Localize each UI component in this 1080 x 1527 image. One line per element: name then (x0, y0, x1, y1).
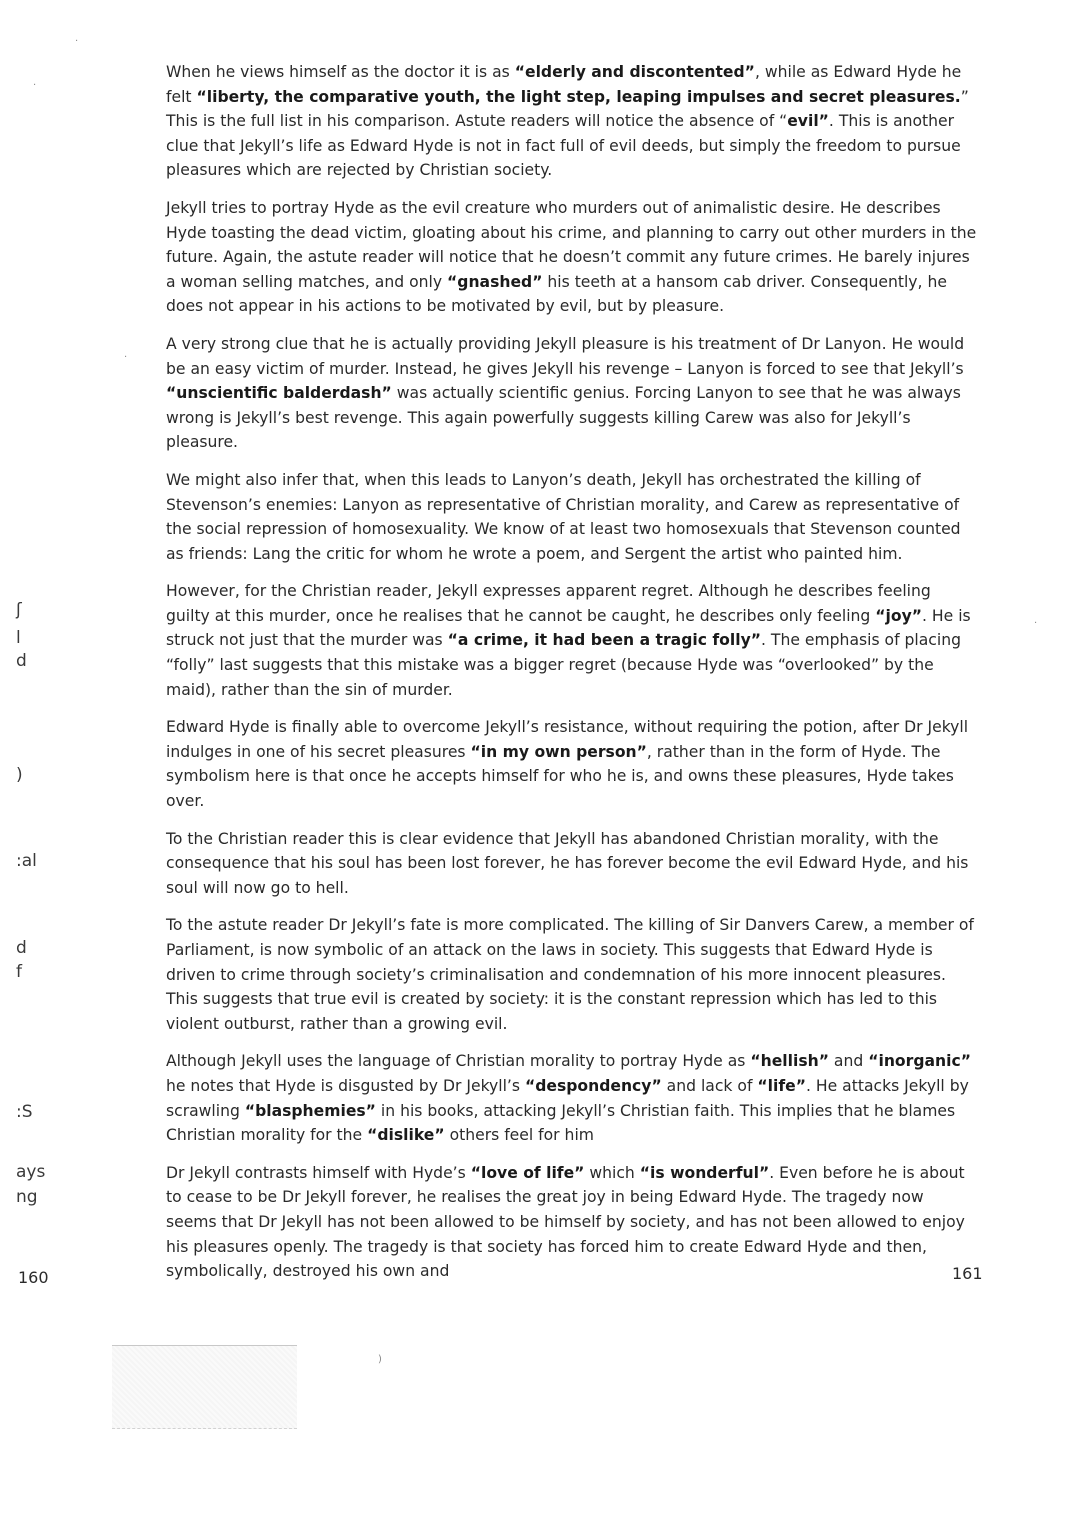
paragraph-text: was actually scientific genius. Forcing Lanyon to see that he was always wrong is Jekyll’s best revenge. This again powerfully suggests killing Carew was also for Jekyll’s pleasure. (166, 384, 961, 452)
scan-artifact-smudge (112, 1345, 297, 1429)
paragraph-text: Edward Hyde is finally able to overcome Jekyll’s resistance, without requiring the potion, after Dr Jekyll indulges in one of his secret pleasures (166, 718, 969, 761)
body-paragraph (166, 715, 978, 813)
paragraph-text: , while as Edward Hyde he felt (166, 63, 962, 106)
paragraph-text: his teeth at a hansom cab driver. Consequently, he does not appear in his actions to be motivated by evil, but by pleasure. (166, 272, 947, 316)
quoted-emphasis: “unscientific balderdash” (166, 384, 392, 403)
paragraph-text: ” This is the full list in his comparison. Astute readers will notice the absence of “ (166, 87, 969, 131)
body-paragraph (166, 468, 978, 566)
body-paragraph (166, 827, 978, 901)
margin-fragment: :al (16, 851, 37, 871)
quoted-emphasis: “liberty, the comparative youth, the light step, leaping impulses and secret pleasures. (196, 87, 961, 106)
quoted-emphasis: “a crime, it had been a tragic folly” (447, 631, 761, 650)
page-number-right: 161 (952, 1264, 983, 1283)
margin-fragment: :S (16, 1102, 33, 1122)
margin-fragment: f (16, 962, 22, 982)
margin-fragment: d (16, 938, 27, 958)
quoted-emphasis: “elderly and discontented” (514, 63, 755, 81)
quoted-emphasis: “inorganic” (868, 1052, 971, 1071)
paragraph-text: However, for the Christian reader, Jekyll expresses apparent regret. Although he describes feeling guilty at this murder, once he realises that he cannot be caught, he describes only feeling (166, 582, 931, 625)
quoted-emphasis: “in my own person” (470, 742, 647, 761)
quoted-emphasis: “dislike” (367, 1126, 445, 1145)
paragraph-text: . He attacks Jekyll by scrawling (166, 1076, 969, 1120)
page-number-left: 160 (18, 1268, 49, 1287)
body-paragraph (166, 1161, 978, 1284)
paragraph-text: Jekyll tries to portray Hyde as the evil creature who murders out of animalistic desire. He describes Hyde toasting the dead victim, gloating about his crime, and planning to carry out other murders in the future. Again, the astute reader will notice that he doesn’t commit any future crimes. He barely injures a woman selling matches, and only (166, 198, 977, 291)
quoted-emphasis: “love of life” (470, 1163, 585, 1182)
margin-fragment: ) (16, 765, 23, 785)
paragraph-text: . Even before he is about to cease to be Dr Jekyll forever, he realises the great joy in being Edward Hyde. The tragedy now seems that Dr Jekyll has not been allowed to be himself by society, and has not been allowed to enjoy his pleasures openly. The tragedy is that society has forced him to create Edward Hyde and then, symbolically, destroyed his own and (166, 1163, 965, 1281)
body-paragraph (166, 60, 978, 183)
right-page-body (166, 60, 978, 1297)
paragraph-text: Although Jekyll uses the language of Christian morality to portray Hyde as (166, 1052, 751, 1071)
margin-fragment: l (16, 628, 21, 648)
paragraph-text: which (584, 1163, 640, 1182)
quoted-emphasis: “joy” (875, 606, 923, 625)
paragraph-text: he notes that Hyde is disgusted by Dr Jekyll’s (166, 1076, 525, 1095)
body-paragraph (166, 332, 978, 455)
scan-speck: · (33, 80, 37, 91)
paragraph-text: and (828, 1052, 869, 1071)
quoted-emphasis: evil” (787, 112, 829, 131)
body-paragraph (166, 1049, 978, 1147)
quoted-emphasis: “life” (757, 1076, 806, 1095)
paragraph-text: Dr Jekyll contrasts himself with Hyde’s (166, 1163, 471, 1182)
quoted-emphasis: “despondency” (524, 1076, 662, 1095)
margin-fragment: d (16, 651, 27, 671)
scan-speck: ) (378, 1354, 382, 1365)
paragraph-text: . This is another clue that Jekyll’s life as Edward Hyde is not in fact full of evil deeds, but simply the freedom to pursue pleasures which are rejected by Christian society. (166, 112, 961, 180)
quoted-emphasis: “hellish” (750, 1052, 829, 1071)
quoted-emphasis: “gnashed” (447, 272, 543, 291)
paragraph-text: and lack of (661, 1076, 758, 1095)
paragraph-text: others feel for him (444, 1126, 594, 1145)
scan-speck: · (1034, 618, 1038, 629)
paragraph-text: . The emphasis of placing “folly” last suggests that this mistake was a bigger regret (because Hyde was “overlooked” by the maid), rather than the sin of murder. (166, 631, 961, 699)
paragraph-text: A very strong clue that he is actually providing Jekyll pleasure is his treatment of Dr Lanyon. He would be an easy victim of murder. Instead, he gives Jekyll his revenge – Lanyon is forced to see that Jekyll’s (166, 334, 965, 378)
paragraph-text: To the Christian reader this is clear evidence that Jekyll has abandoned Christian morality, with the consequence that his soul has been lost forever, he has forever become the evil Edward Hyde, and his soul will now go to hell. (166, 829, 969, 897)
paragraph-text: We might also infer that, when this leads to Lanyon’s death, Jekyll has orchestrated the killing of Stevenson’s enemies: Lanyon as representative of Christian morality, and Carew as representative of the social repression of homosexuality. We know of at least two homosexuals that Stevenson counted as friends: Lang the critic for whom he wrote a poem, and Sergent the artist who painted him. (166, 470, 961, 563)
paragraph-text: , rather than in the form of Hyde. The symbolism here is that once he accepts himself for who he is, and owns these pleasures, Hyde takes over. (166, 742, 954, 811)
paragraph-text: . He is struck not just that the murder was (166, 606, 971, 650)
paragraph-text: in his books, attacking Jekyll’s Christian faith. This implies that he blames Christian morality for the (166, 1101, 956, 1145)
paragraph-text: To the astute reader Dr Jekyll’s fate is more complicated. The killing of Sir Danvers Carew, a member of Parliament, is now symbolic of an attack on the laws in society. This suggests that Edward Hyde is driven to crime through society’s criminalisation and condemnation of his more innocent pleasures. This suggests that true evil is created by society: it is the constant repression which has led to this violent outburst, rather than a growing evil. (166, 916, 974, 1033)
paragraph-text: When he views himself as the doctor it is as (166, 63, 515, 81)
quoted-emphasis: “is wonderful” (639, 1163, 770, 1182)
body-paragraph (166, 913, 978, 1036)
margin-fragment: ʃ (16, 600, 22, 620)
scan-speck: · (124, 352, 128, 363)
margin-fragment: ng (16, 1187, 38, 1207)
body-paragraph (166, 579, 978, 702)
scan-speck: · (75, 36, 79, 47)
margin-fragment: ays (16, 1162, 46, 1182)
body-paragraph (166, 196, 978, 319)
quoted-emphasis: “blasphemies” (244, 1101, 376, 1120)
